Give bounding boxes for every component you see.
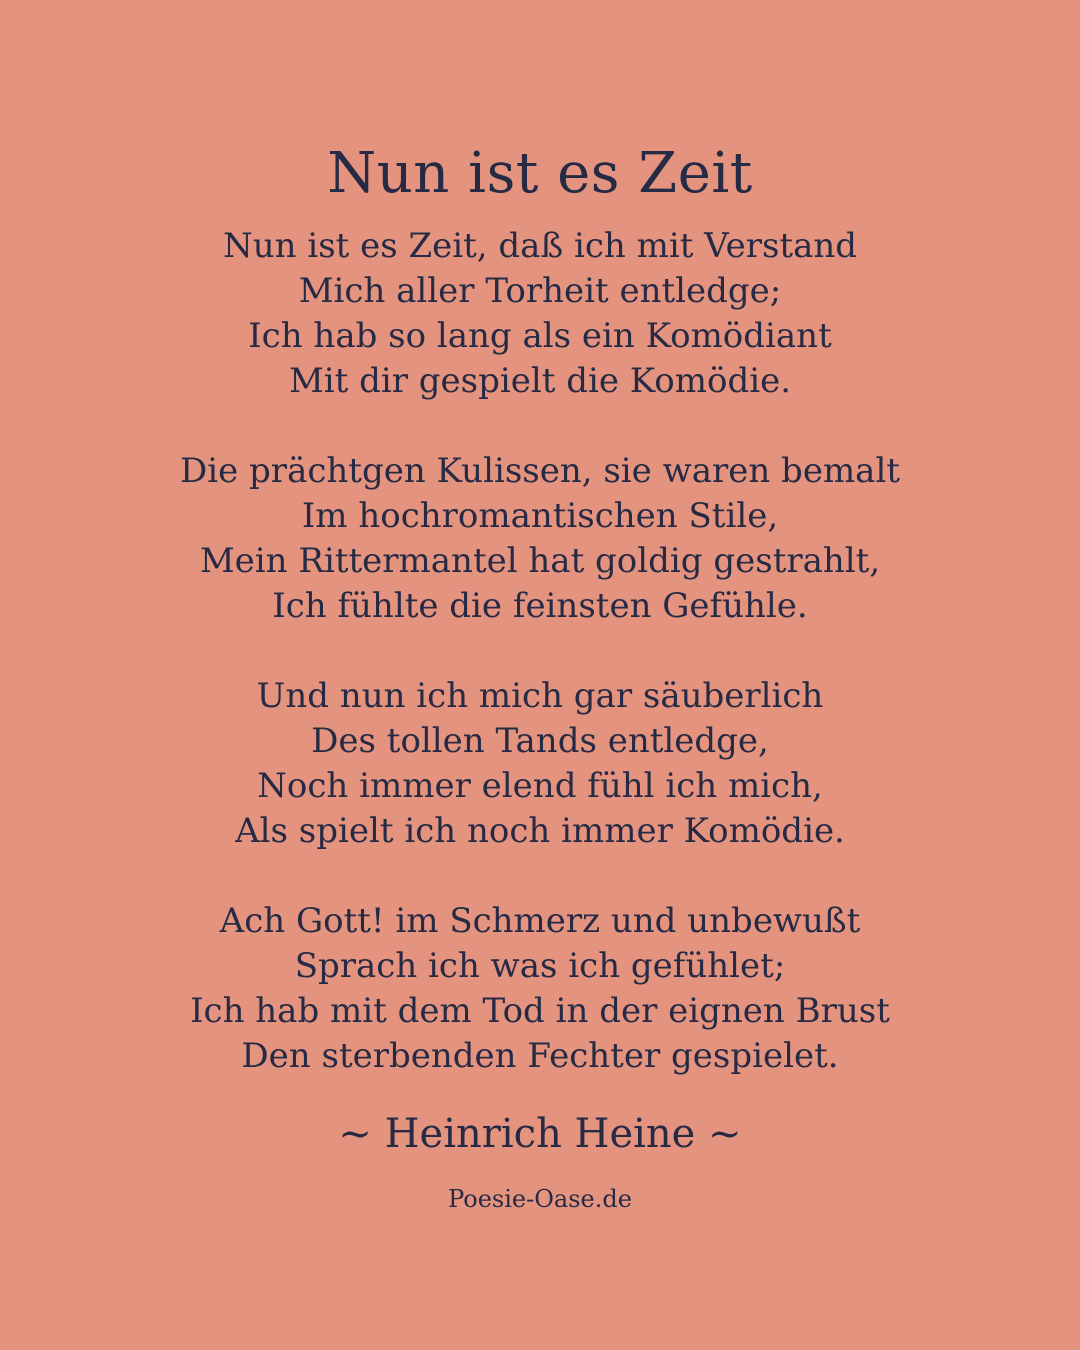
- stanza-2: [0, 449, 1080, 629]
- poem-line: Des tollen Tands entledge,: [311, 721, 769, 761]
- poem-line: Den sterbenden Fechter gespielet.: [241, 1036, 839, 1076]
- poem-line: Ich fühlte die feinsten Gefühle.: [272, 586, 808, 626]
- poem-line: Noch immer elend fühl ich mich,: [257, 766, 823, 806]
- stanza-4: [0, 899, 1080, 1079]
- poem-line: Mich aller Torheit entledge;: [298, 271, 782, 311]
- poem-line: Als spielt ich noch immer Komödie.: [235, 811, 845, 851]
- poem-line: Und nun ich mich gar säuberlich: [256, 676, 824, 716]
- poem-author: ~ Heinrich Heine ~: [338, 1111, 742, 1157]
- poem-line: Ach Gott! im Schmerz und unbewußt: [219, 901, 861, 941]
- stanza-1: [0, 224, 1080, 404]
- poem-line: Im hochromantischen Stile,: [301, 496, 779, 536]
- poem-line: Die prächtgen Kulissen, sie waren bemalt: [179, 451, 900, 491]
- poem-line: Ich hab so lang als ein Komödiant: [248, 316, 832, 356]
- poem-line: Mein Rittermantel hat goldig gestrahlt,: [199, 541, 881, 581]
- stanza-3: [0, 674, 1080, 854]
- poem-line: Sprach ich was ich gefühlet;: [294, 946, 786, 986]
- poem-line: Nun ist es Zeit, daß ich mit Verstand: [222, 226, 858, 266]
- poem-title: Nun ist es Zeit: [327, 141, 753, 206]
- poem-line: Ich hab mit dem Tod in der eignen Brust: [190, 991, 890, 1031]
- poem-line: Mit dir gespielt die Komödie.: [288, 361, 792, 401]
- site-credit: Poesie-Oase.de: [448, 1185, 632, 1213]
- poem-body: [0, 224, 1080, 1124]
